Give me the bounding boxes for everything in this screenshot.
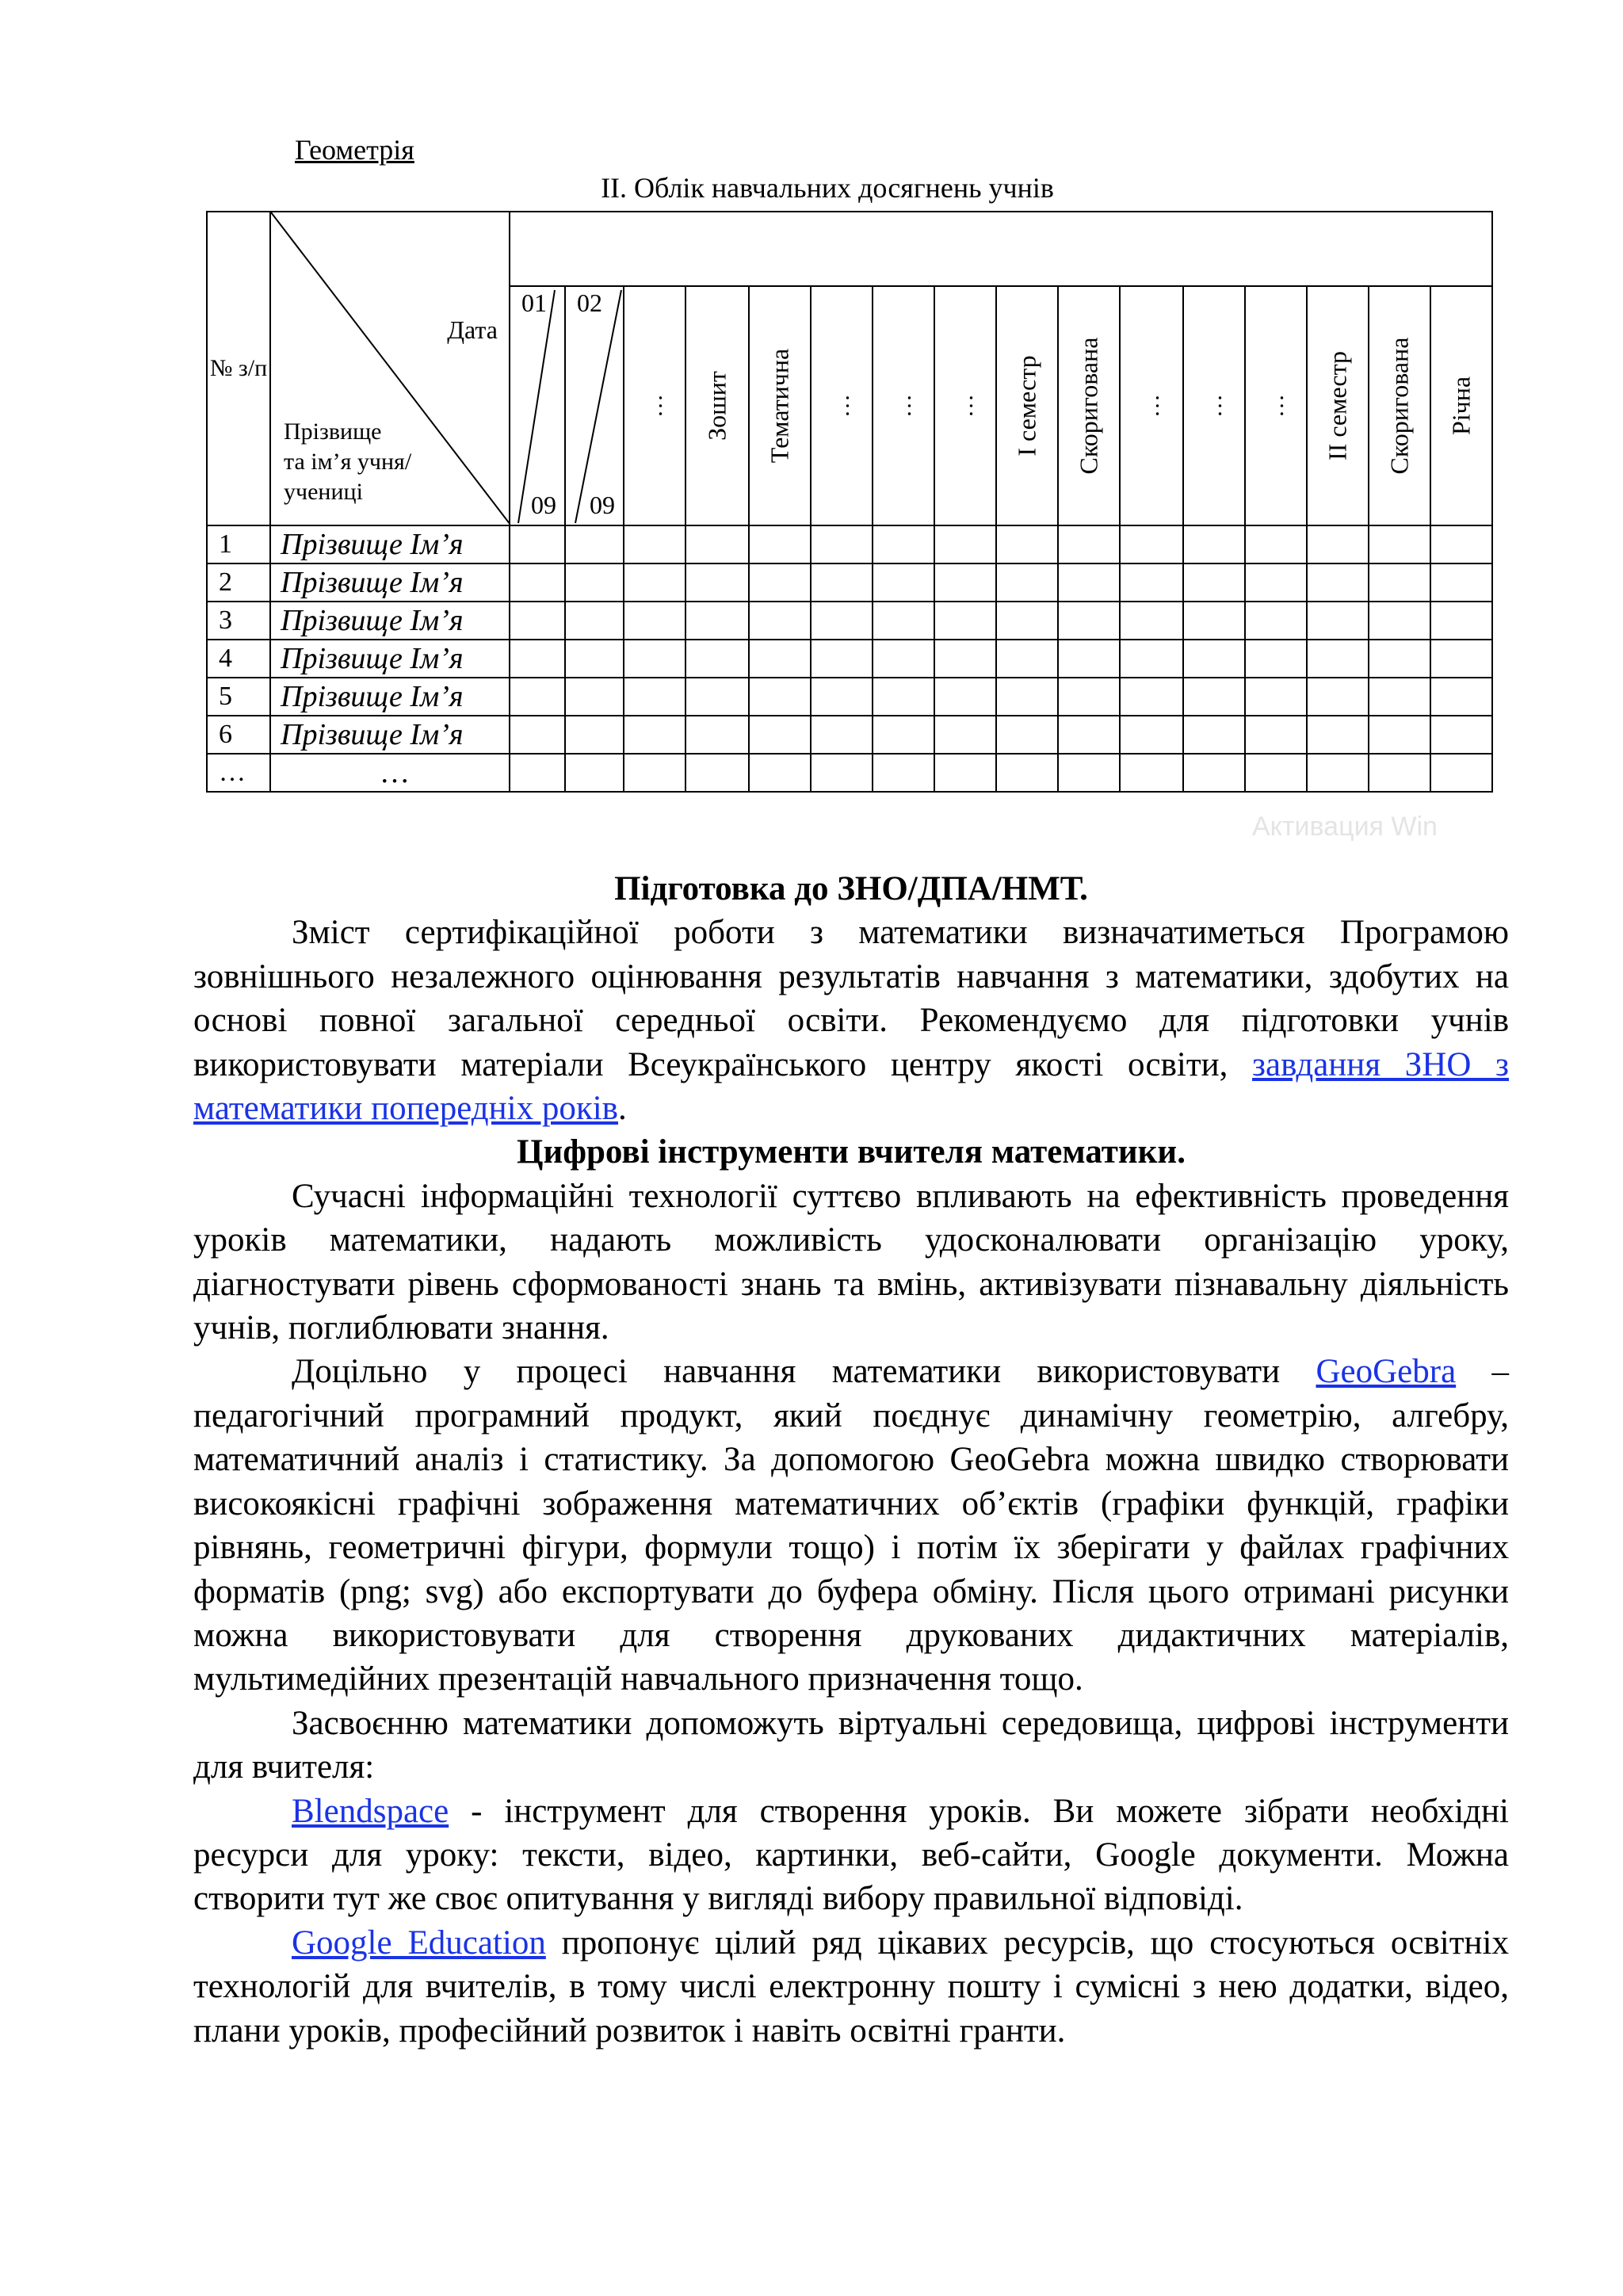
column-header: …: [934, 286, 996, 525]
grade-cell: [1430, 640, 1492, 678]
column-header: …: [1120, 286, 1183, 525]
grade-cell: [624, 716, 685, 754]
grade-cell: [624, 640, 685, 678]
grade-cell: [1430, 678, 1492, 716]
grade-cell: [749, 640, 811, 678]
watermark: Активация Win: [1252, 812, 1438, 842]
grade-cell: [510, 716, 565, 754]
table-row: [207, 602, 1492, 640]
grade-cell: [624, 563, 685, 602]
grade-cell: [685, 640, 749, 678]
grade-cell: [1058, 754, 1120, 792]
table-row: [207, 754, 1492, 792]
grade-cell: [1307, 525, 1369, 563]
paragraph-blendspace: Blendspace - інструмент для створення уроків. Ви можете зібрати необхідні ресурси для уроку: тексти, відео, картинки, веб-сайти, Google документи. Можна створити тут же своє опитування у вигляді вибору правильної відповіді.: [193, 1792, 1509, 1918]
paragraph-google-education: Google Education пропонує цілий ряд цікавих ресурсів, що стосуються освітніх технологій для вчителів, в тому числі електронну пошту і сумісні з нею додатки, відео, плани уроків, професійний розвиток і навіть освітні гранти.: [193, 1924, 1509, 2050]
grade-cell: [1307, 678, 1369, 716]
grade-cell: [1245, 525, 1307, 563]
grade-cell: [510, 563, 565, 602]
grade-cell: [1120, 678, 1183, 716]
grade-cell: [1245, 754, 1307, 792]
paragraph-virtual-environments: Засвоєнню математики допоможуть віртуальні середовища, цифрові інструменти для вчителя:: [193, 1704, 1509, 1786]
grade-cell: [1120, 563, 1183, 602]
section-heading-digital-tools: Цифрові інструменти вчителя математики.: [517, 1133, 1186, 1171]
grade-cell: [565, 602, 624, 640]
grade-cell: [934, 678, 996, 716]
grade-cell: [749, 563, 811, 602]
grade-cell: [873, 640, 934, 678]
table-row: [207, 716, 1492, 754]
column-header: …: [624, 286, 685, 525]
grade-cell: [996, 563, 1058, 602]
column-header: …: [1245, 286, 1307, 525]
document-body: [193, 867, 1509, 2053]
grade-cell: [1245, 563, 1307, 602]
student-name: Прізвище Ім’я: [270, 602, 510, 640]
grade-cell: [685, 754, 749, 792]
column-header: Скоригована: [1058, 286, 1120, 525]
name-label: Прізвище та ім’я учня/ учениці: [284, 418, 412, 505]
grade-cell: [1183, 754, 1245, 792]
grade-cell: [1183, 602, 1245, 640]
grade-cell: [1120, 716, 1183, 754]
grade-cell: [1058, 563, 1120, 602]
header-blank: [510, 212, 1492, 286]
grade-cell: [1369, 754, 1430, 792]
grades-table: [206, 211, 1493, 793]
subject-title: Геометрія: [295, 134, 414, 166]
zno-tasks-link[interactable]: завдання ЗНО з математики попередніх років: [193, 1045, 1509, 1128]
grade-cell: [934, 563, 996, 602]
grade-cell: [1430, 602, 1492, 640]
grade-cell: [624, 525, 685, 563]
grade-cell: [749, 754, 811, 792]
grade-cell: [811, 754, 873, 792]
student-name: Прізвище Ім’я: [270, 525, 510, 563]
grade-cell: [1430, 754, 1492, 792]
grade-cell: [510, 602, 565, 640]
grade-cell: [1245, 678, 1307, 716]
grade-cell: [565, 678, 624, 716]
grade-cell: [1430, 563, 1492, 602]
grade-cell: [873, 602, 934, 640]
grade-cell: [1307, 563, 1369, 602]
column-header: Річна: [1430, 286, 1492, 525]
grade-cell: [1058, 602, 1120, 640]
grade-cell: [1058, 678, 1120, 716]
grade-cell: [873, 716, 934, 754]
grade-cell: [811, 525, 873, 563]
grade-cell: [996, 525, 1058, 563]
row-number: 4: [207, 640, 270, 678]
row-number: 1: [207, 525, 270, 563]
student-name: Прізвище Ім’я: [270, 640, 510, 678]
grade-cell: [510, 525, 565, 563]
paragraph-technologies: Сучасні інформаційні технології суттєво впливають на ефективність проведення уроків математики, надають можливість удосконалювати організацію уроку, діагностувати рівень сформованості знань та вмінь, активізувати пізнавальну діяльність учнів, поглиблювати знання.: [193, 1177, 1509, 1347]
grade-cell: [685, 678, 749, 716]
row-number: 3: [207, 602, 270, 640]
row-number: …: [207, 754, 270, 792]
grade-cell: [1120, 602, 1183, 640]
section-heading-zno: Підготовка до ЗНО/ДПА/НМТ.: [614, 870, 1088, 907]
student-name: …: [270, 754, 510, 792]
grade-cell: [934, 716, 996, 754]
row-number: 5: [207, 678, 270, 716]
grade-cell: [811, 678, 873, 716]
grade-cell: [1245, 716, 1307, 754]
grade-cell: [1369, 602, 1430, 640]
grade-cell: [934, 602, 996, 640]
grade-cell: [565, 716, 624, 754]
column-header: ІІ семестр: [1307, 286, 1369, 525]
grade-cell: [510, 678, 565, 716]
grade-cell: [1307, 640, 1369, 678]
grade-cell: [996, 678, 1058, 716]
grade-cell: [565, 754, 624, 792]
grade-cell: [749, 602, 811, 640]
grade-cell: [1058, 525, 1120, 563]
grade-cell: [934, 525, 996, 563]
grade-cell: [811, 563, 873, 602]
blendspace-link[interactable]: Blendspace: [292, 1792, 449, 1830]
grade-cell: [873, 525, 934, 563]
grade-cell: [1307, 716, 1369, 754]
grade-cell: [749, 716, 811, 754]
grade-cell: [565, 563, 624, 602]
date-label: Дата: [447, 315, 498, 344]
grade-cell: [996, 716, 1058, 754]
column-header: Зошит: [685, 286, 749, 525]
table-row: [207, 525, 1492, 563]
grade-cell: [565, 525, 624, 563]
date-column-2: 02 09: [565, 286, 624, 525]
grade-cell: [624, 602, 685, 640]
column-header: Тематична: [749, 286, 811, 525]
table-row: [207, 678, 1492, 716]
grade-cell: [996, 640, 1058, 678]
row-number: 6: [207, 716, 270, 754]
table-row: [207, 640, 1492, 678]
grade-cell: [1369, 640, 1430, 678]
geogebra-link[interactable]: GeoGebra: [1316, 1353, 1457, 1391]
paragraph-geogebra: Доцільно у процесі навчання математики використовувати GeoGebra – педагогічний програмний продукт, який поєднує динамічну геометрію, алгебру, математичний аналіз і статистику. За допомогою GeoGebra можна швидко створювати високоякісні графічні зображення математичних об’єктів (графіки функцій, графіки рівнянь, геометричні фігури, формули тощо) і потім їх зберігати у файлах графічних форматів (png; svg) або експортувати до буфера обміну. Після цього отримані рисунки можна використовувати для створення друкованих дидактичних матеріалів, мультимедійних презентацій навчального призначення тощо.: [193, 1353, 1509, 1698]
grade-cell: [1430, 716, 1492, 754]
grade-cell: [624, 754, 685, 792]
grade-cell: [1307, 754, 1369, 792]
grade-cell: [934, 640, 996, 678]
grade-cell: [1369, 678, 1430, 716]
grade-cell: [510, 640, 565, 678]
grade-cell: [1369, 563, 1430, 602]
column-header: …: [811, 286, 873, 525]
student-name: Прізвище Ім’я: [270, 563, 510, 602]
date-column-1: 01 09: [510, 286, 565, 525]
grade-cell: [749, 525, 811, 563]
num-header: № з/п: [207, 212, 270, 525]
grade-cell: [1245, 602, 1307, 640]
grade-cell: [685, 602, 749, 640]
row-number: 2: [207, 563, 270, 602]
grade-cell: [873, 563, 934, 602]
grade-cell: [685, 716, 749, 754]
table-row: [207, 563, 1492, 602]
paragraph-zno: Зміст сертифікаційної роботи з математики визначатиметься Програмою зовнішнього незалежного оцінювання результатів навчання з математики, здобутих на основі повної загальної середньої освіти. Рекомендуємо для підготовки учнів використовувати матеріали Всеукраїнського центру якості освіти, завдання ЗНО з математики попередніх років.: [193, 914, 1509, 1128]
column-header: І семестр: [996, 286, 1058, 525]
grade-cell: [685, 525, 749, 563]
grade-cell: [1183, 678, 1245, 716]
grade-cell: [811, 640, 873, 678]
grade-cell: [685, 563, 749, 602]
grade-cell: [565, 640, 624, 678]
grade-cell: [811, 716, 873, 754]
grade-cell: [1369, 525, 1430, 563]
grade-cell: [996, 602, 1058, 640]
grade-cell: [1183, 716, 1245, 754]
grade-cell: [1120, 640, 1183, 678]
column-header: …: [1183, 286, 1245, 525]
grade-cell: [811, 602, 873, 640]
grade-cell: [1183, 525, 1245, 563]
grade-cell: [1369, 716, 1430, 754]
grade-cell: [1307, 602, 1369, 640]
grade-cell: [996, 754, 1058, 792]
grade-cell: [1058, 716, 1120, 754]
grade-cell: [1183, 563, 1245, 602]
grade-cell: [1058, 640, 1120, 678]
grade-cell: [934, 754, 996, 792]
grade-cell: [749, 678, 811, 716]
diagonal-header: [270, 212, 510, 525]
student-name: Прізвище Ім’я: [270, 716, 510, 754]
table-title: ІІ. Облік навчальних досягнень учнів: [601, 172, 1054, 204]
grade-cell: [1120, 754, 1183, 792]
grade-cell: [873, 754, 934, 792]
column-header: Скоригована: [1369, 286, 1430, 525]
column-header: …: [873, 286, 934, 525]
grade-cell: [1430, 525, 1492, 563]
grade-cell: [1245, 640, 1307, 678]
student-name: Прізвище Ім’я: [270, 678, 510, 716]
grade-cell: [1183, 640, 1245, 678]
google-education-link[interactable]: Google Education: [292, 1924, 546, 1962]
grade-cell: [873, 678, 934, 716]
grade-cell: [1120, 525, 1183, 563]
grade-cell: [624, 678, 685, 716]
grade-cell: [510, 754, 565, 792]
